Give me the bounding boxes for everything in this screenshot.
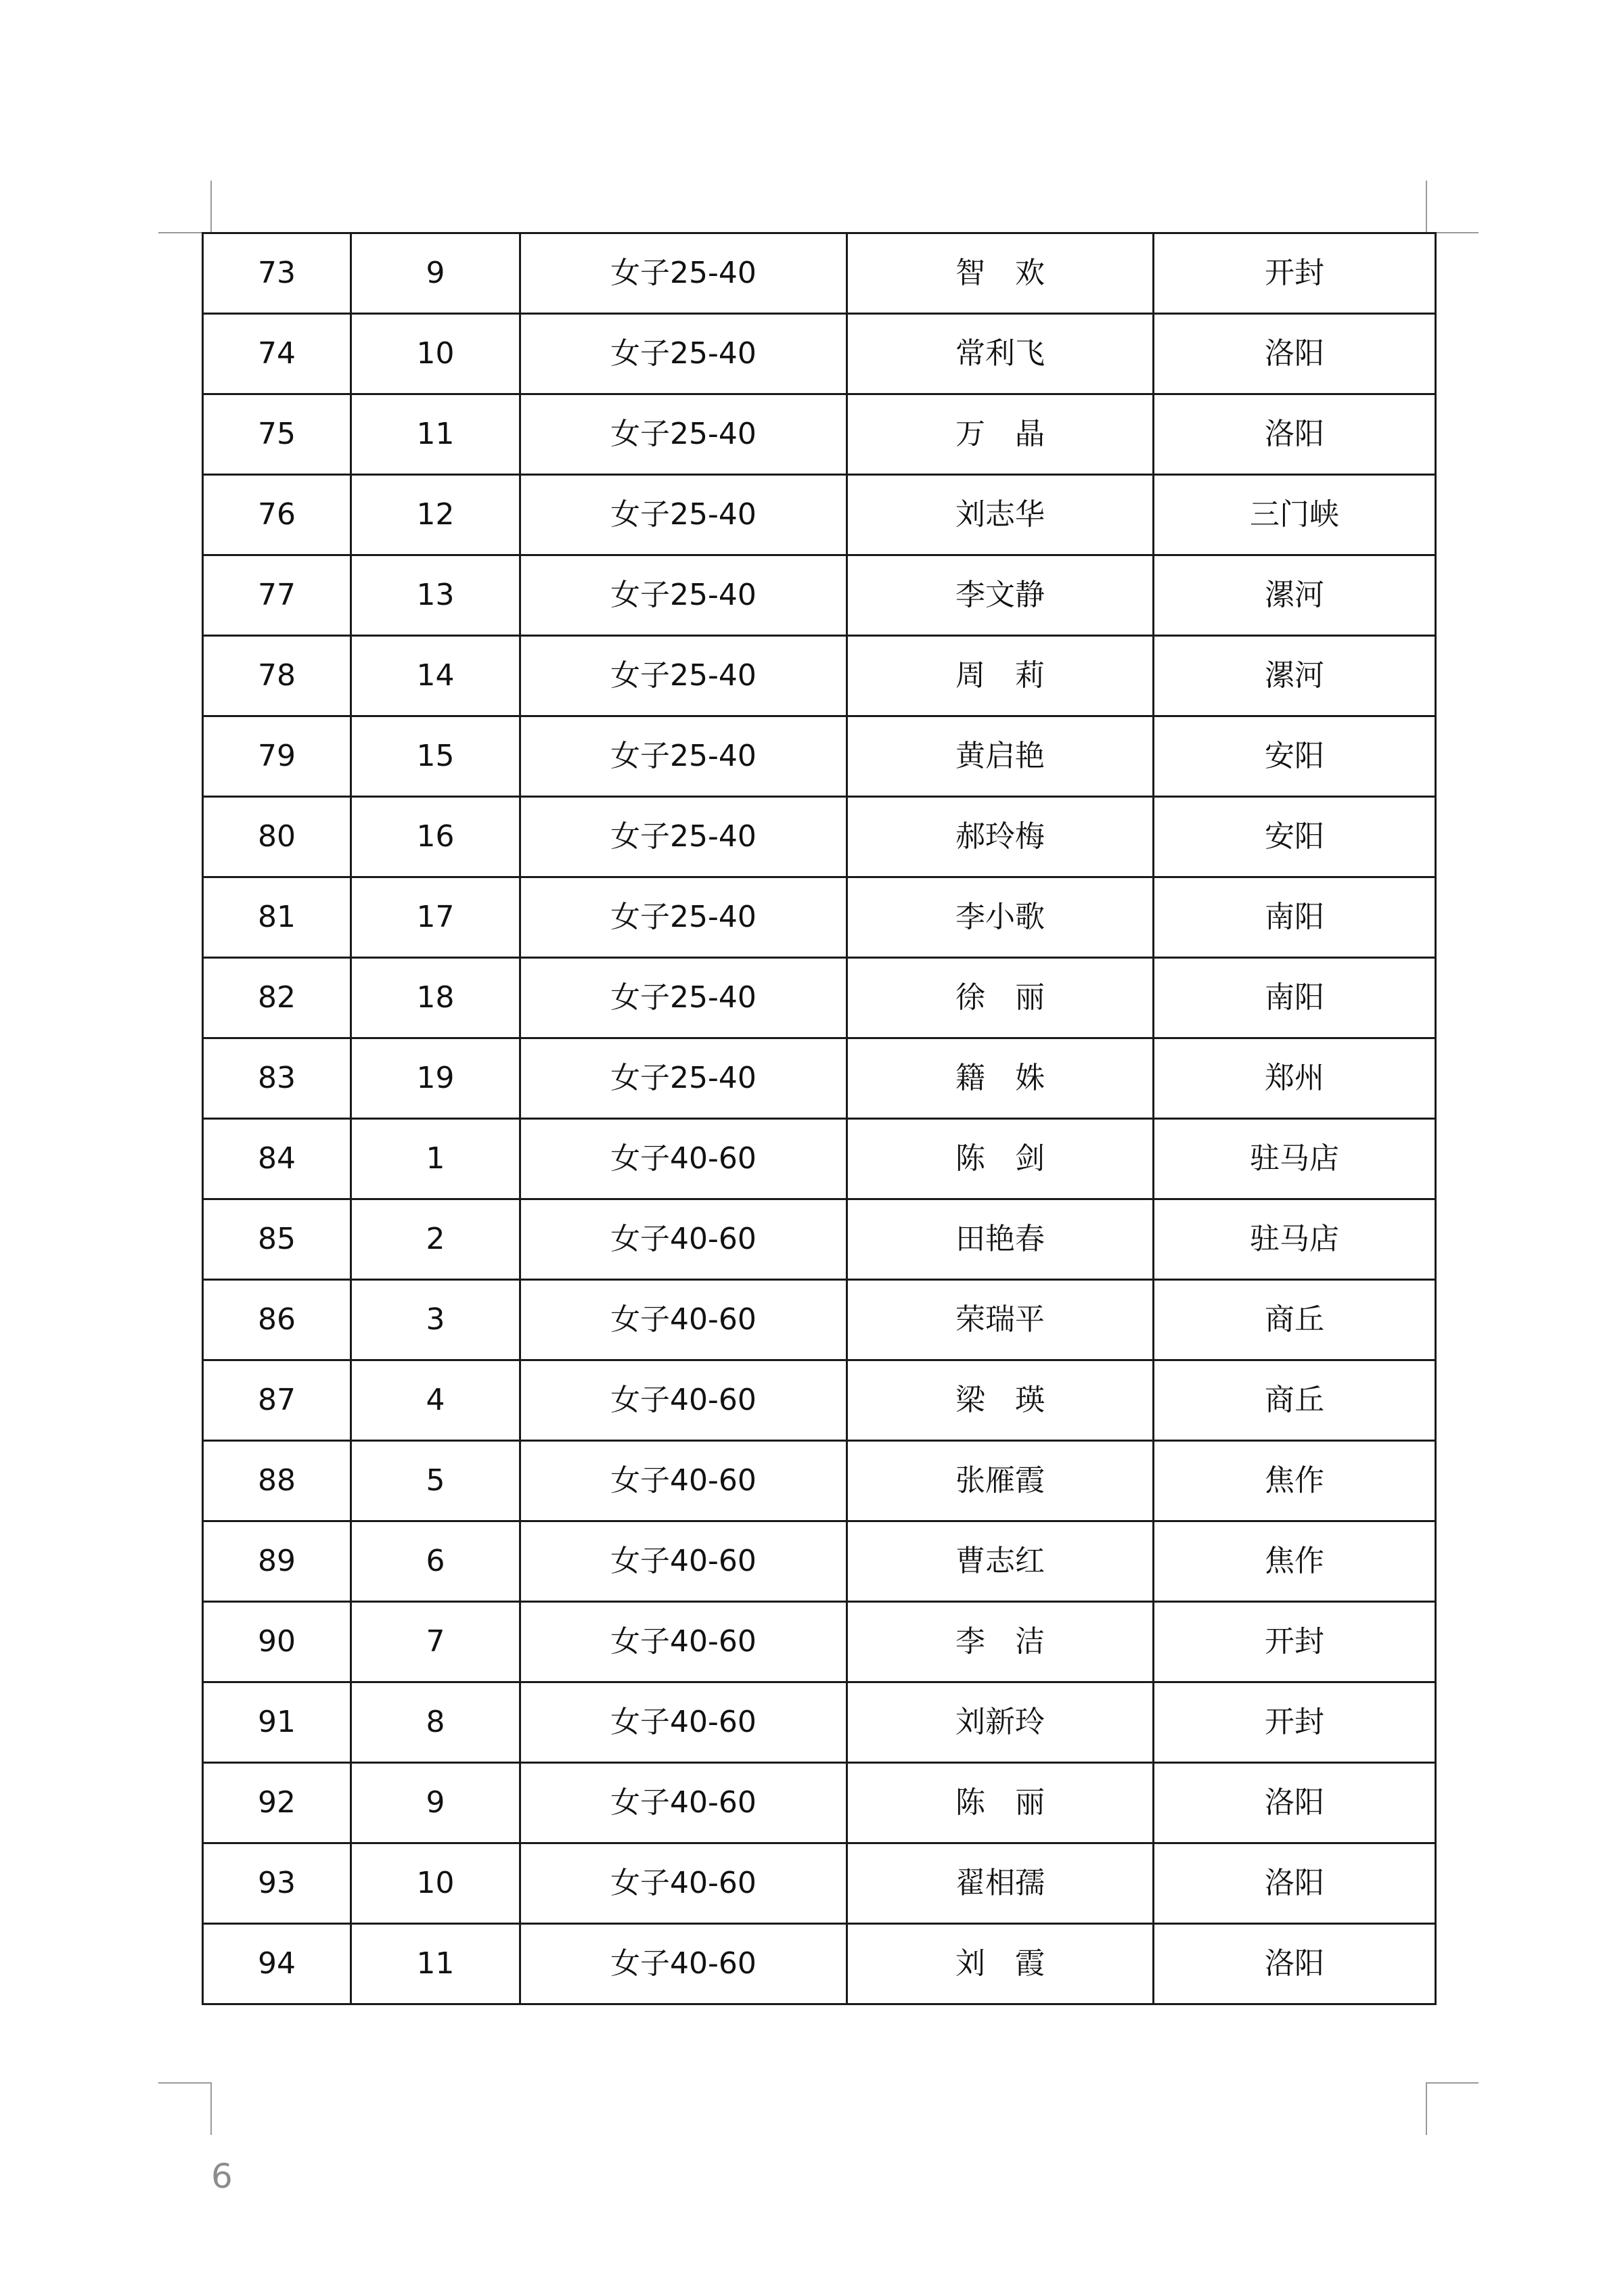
category-cell: 女子40-60 [520, 1199, 847, 1280]
group-number-cell: 12 [351, 475, 520, 555]
serial-number-cell: 81 [203, 877, 351, 958]
city-cell: 商丘 [1154, 1360, 1436, 1441]
name-cell: 李小歌 [847, 877, 1154, 958]
city-cell: 洛阳 [1154, 314, 1436, 394]
city-cell: 焦作 [1154, 1441, 1436, 1521]
group-number-cell: 9 [351, 1763, 520, 1843]
serial-number-cell: 78 [203, 636, 351, 716]
table-row [203, 1360, 1436, 1441]
crop-mark-bottom-left-horizontal [158, 2082, 211, 2084]
table-row [203, 716, 1436, 797]
serial-number-cell: 91 [203, 1682, 351, 1763]
name-cell: 荣瑞平 [847, 1280, 1154, 1360]
category-cell: 女子25-40 [520, 475, 847, 555]
group-number-cell: 19 [351, 1038, 520, 1119]
city-cell: 洛阳 [1154, 1763, 1436, 1843]
table-row [203, 314, 1436, 394]
group-number-cell: 6 [351, 1521, 520, 1602]
city-cell: 驻马店 [1154, 1119, 1436, 1199]
crop-mark-bottom-right-horizontal [1426, 2082, 1479, 2084]
category-cell: 女子40-60 [520, 1119, 847, 1199]
category-cell: 女子40-60 [520, 1280, 847, 1360]
name-cell: 万 晶 [847, 394, 1154, 475]
category-cell: 女子40-60 [520, 1521, 847, 1602]
serial-number-cell: 83 [203, 1038, 351, 1119]
serial-number-cell: 90 [203, 1602, 351, 1682]
city-cell: 郑州 [1154, 1038, 1436, 1119]
name-cell: 徐 丽 [847, 958, 1154, 1038]
serial-number-cell: 76 [203, 475, 351, 555]
city-cell: 洛阳 [1154, 1843, 1436, 1924]
city-cell: 开封 [1154, 233, 1436, 314]
name-cell: 陈 剑 [847, 1119, 1154, 1199]
category-cell: 女子25-40 [520, 1038, 847, 1119]
category-cell: 女子25-40 [520, 394, 847, 475]
serial-number-cell: 94 [203, 1924, 351, 2004]
category-cell: 女子25-40 [520, 716, 847, 797]
table-row [203, 233, 1436, 314]
table-row [203, 636, 1436, 716]
group-number-cell: 7 [351, 1602, 520, 1682]
group-number-cell: 10 [351, 1843, 520, 1924]
city-cell: 漯河 [1154, 555, 1436, 636]
group-number-cell: 11 [351, 394, 520, 475]
group-number-cell: 5 [351, 1441, 520, 1521]
table-row [203, 1199, 1436, 1280]
table-row [203, 797, 1436, 877]
table-row [203, 1843, 1436, 1924]
serial-number-cell: 85 [203, 1199, 351, 1280]
group-number-cell: 3 [351, 1280, 520, 1360]
serial-number-cell: 82 [203, 958, 351, 1038]
serial-number-cell: 75 [203, 394, 351, 475]
table-row [203, 1602, 1436, 1682]
city-cell: 洛阳 [1154, 394, 1436, 475]
serial-number-cell: 89 [203, 1521, 351, 1602]
name-cell: 刘 霞 [847, 1924, 1154, 2004]
group-number-cell: 8 [351, 1682, 520, 1763]
name-cell: 梁 瑛 [847, 1360, 1154, 1441]
name-cell: 李 洁 [847, 1602, 1154, 1682]
city-cell: 南阳 [1154, 958, 1436, 1038]
serial-number-cell: 93 [203, 1843, 351, 1924]
category-cell: 女子40-60 [520, 1924, 847, 2004]
group-number-cell: 11 [351, 1924, 520, 2004]
city-cell: 漯河 [1154, 636, 1436, 716]
category-cell: 女子25-40 [520, 555, 847, 636]
city-cell: 南阳 [1154, 877, 1436, 958]
name-cell: 翟相孺 [847, 1843, 1154, 1924]
name-cell: 黄启艳 [847, 716, 1154, 797]
category-cell: 女子25-40 [520, 958, 847, 1038]
category-cell: 女子40-60 [520, 1441, 847, 1521]
category-cell: 女子40-60 [520, 1602, 847, 1682]
name-cell: 郝玲梅 [847, 797, 1154, 877]
page-number: 6 [211, 2157, 233, 2196]
crop-mark-top-left-vertical [210, 181, 212, 233]
name-cell: 陈 丽 [847, 1763, 1154, 1843]
category-cell: 女子40-60 [520, 1843, 847, 1924]
name-cell: 籍 姝 [847, 1038, 1154, 1119]
city-cell: 安阳 [1154, 797, 1436, 877]
city-cell: 三门峡 [1154, 475, 1436, 555]
table-row [203, 475, 1436, 555]
category-cell: 女子25-40 [520, 636, 847, 716]
group-number-cell: 15 [351, 716, 520, 797]
serial-number-cell: 73 [203, 233, 351, 314]
table-row [203, 394, 1436, 475]
serial-number-cell: 77 [203, 555, 351, 636]
serial-number-cell: 92 [203, 1763, 351, 1843]
group-number-cell: 4 [351, 1360, 520, 1441]
serial-number-cell: 80 [203, 797, 351, 877]
group-number-cell: 1 [351, 1119, 520, 1199]
name-cell: 常利飞 [847, 314, 1154, 394]
serial-number-cell: 86 [203, 1280, 351, 1360]
city-cell: 开封 [1154, 1682, 1436, 1763]
table-body [203, 233, 1436, 2004]
name-cell: 张雁霞 [847, 1441, 1154, 1521]
serial-number-cell: 88 [203, 1441, 351, 1521]
city-cell: 焦作 [1154, 1521, 1436, 1602]
group-number-cell: 9 [351, 233, 520, 314]
city-cell: 安阳 [1154, 716, 1436, 797]
table-row [203, 1763, 1436, 1843]
table-row [203, 1038, 1436, 1119]
group-number-cell: 14 [351, 636, 520, 716]
category-cell: 女子25-40 [520, 314, 847, 394]
serial-number-cell: 84 [203, 1119, 351, 1199]
crop-mark-bottom-right-vertical [1426, 2082, 1427, 2135]
name-cell: 田艳春 [847, 1199, 1154, 1280]
category-cell: 女子25-40 [520, 877, 847, 958]
name-cell: 李文静 [847, 555, 1154, 636]
city-cell: 开封 [1154, 1602, 1436, 1682]
table-row [203, 1119, 1436, 1199]
name-cell: 刘志华 [847, 475, 1154, 555]
group-number-cell: 13 [351, 555, 520, 636]
serial-number-cell: 79 [203, 716, 351, 797]
category-cell: 女子25-40 [520, 233, 847, 314]
crop-mark-bottom-left-vertical [210, 2082, 212, 2135]
group-number-cell: 16 [351, 797, 520, 877]
group-number-cell: 18 [351, 958, 520, 1038]
serial-number-cell: 74 [203, 314, 351, 394]
name-cell: 刘新玲 [847, 1682, 1154, 1763]
serial-number-cell: 87 [203, 1360, 351, 1441]
group-number-cell: 17 [351, 877, 520, 958]
table-row [203, 1682, 1436, 1763]
city-cell: 驻马店 [1154, 1199, 1436, 1280]
name-cell: 曹志红 [847, 1521, 1154, 1602]
category-cell: 女子25-40 [520, 797, 847, 877]
table-row [203, 555, 1436, 636]
crop-mark-top-right-vertical [1426, 181, 1427, 233]
table-row [203, 1280, 1436, 1360]
group-number-cell: 2 [351, 1199, 520, 1280]
table-row [203, 877, 1436, 958]
table-row [203, 958, 1436, 1038]
category-cell: 女子40-60 [520, 1360, 847, 1441]
table-row [203, 1521, 1436, 1602]
city-cell: 洛阳 [1154, 1924, 1436, 2004]
city-cell: 商丘 [1154, 1280, 1436, 1360]
category-cell: 女子40-60 [520, 1682, 847, 1763]
category-cell: 女子40-60 [520, 1763, 847, 1843]
table-row [203, 1441, 1436, 1521]
participant-table [202, 232, 1437, 2005]
name-cell: 周 莉 [847, 636, 1154, 716]
name-cell: 智 欢 [847, 233, 1154, 314]
group-number-cell: 10 [351, 314, 520, 394]
table-row [203, 1924, 1436, 2004]
